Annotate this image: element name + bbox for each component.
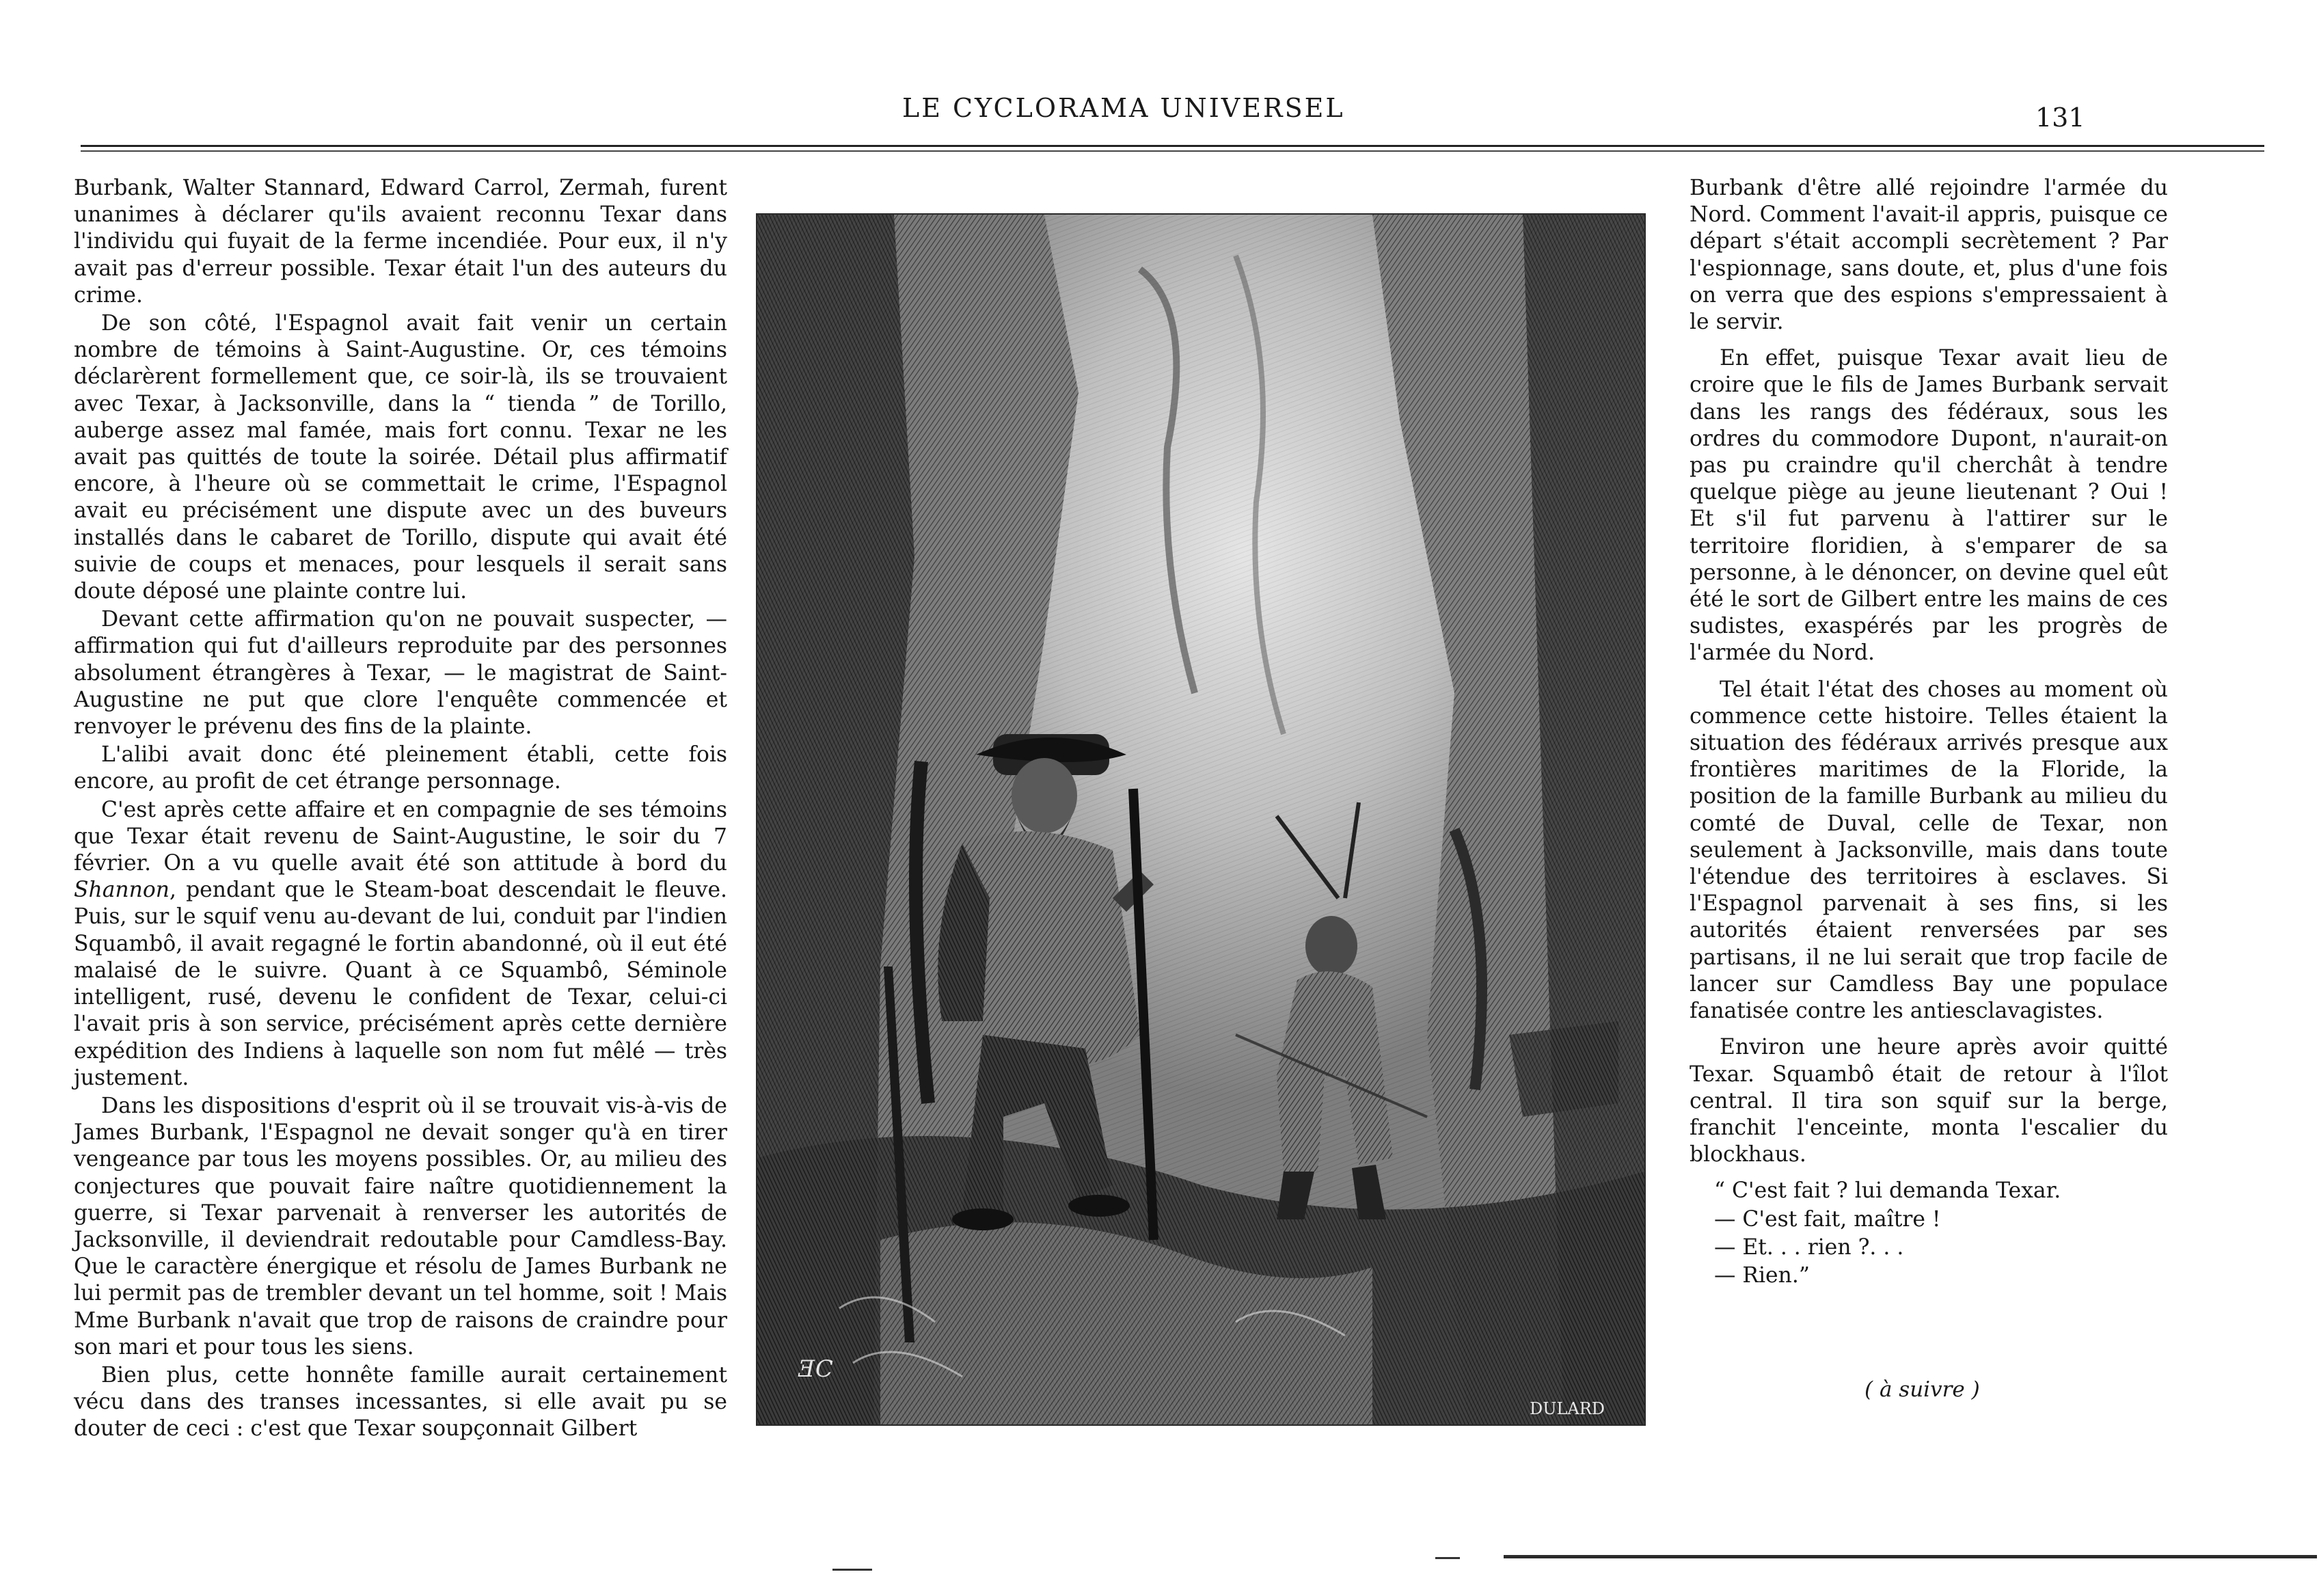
left-paragraph-2: De son côté, l'Espagnol avait fait venir un certain nombre de témoins à Saint-Augustine. Or, ces témoins déclarèrent formellement que, ce soir-là, ils se trouvaient avec Texar, à Jacksonville, dans la “ tienda ” de Torillo, auberge assez mal famée, mais fort connu. Texar ne les avait pas quittés de toute la soirée. Détail plus affirmatif encore, à l'heure où se commettait le crime, l'Espagnol avait eu précisément une dispute avec un des buveurs installés dans le cabaret de Torillo, dispute qui avait été suivie de coups et menaces, pour lesquels il serait sans doute déposé une plainte contre lui. — [74, 311, 727, 604]
dialogue-line-4: — Rien.” — [1714, 1262, 1810, 1288]
engraving-forest-scene-icon — [757, 215, 1644, 1424]
running-header-title: LE CYCLORAMA UNIVERSEL — [902, 93, 1345, 123]
header-rule-thick — [81, 145, 2264, 147]
engraver-credit: DULARD — [1530, 1399, 1605, 1418]
header-rule-thin — [81, 150, 2264, 152]
dialogue-line-2: — C'est fait, maître ! — [1714, 1206, 1941, 1232]
left-paragraph-4: L'alibi avait donc été pleinement établi, cette fois encore, au profit de cet étrange personnage. — [74, 742, 727, 794]
right-paragraph-1: Burbank d'être allé rejoindre l'armée du Nord. Comment l'avait-il appris, puisque ce départ s'était accompli secrètement ? Par l'espionnage, sans doute, et, plus d'une fois on verra que des espions s'empressaient à le servir. — [1690, 176, 2168, 335]
left-paragraph-5-part-b: , pendant que le Steam-boat descendait le fleuve. Puis, sur le squif venu au-devant de lui, conduit par l'indien Squambô, il avait regagné le fortin abandonné, où il eut été malaisé de le suivre. Quant à ce Squambô, Séminole intelligent, rusé, devenu le confident de Texar, celui-ci l'avait pris à son service, précisément après cette dernière expédition des Indiens à laquelle son nom fut mêlé — très justement. — [74, 878, 727, 1090]
left-paragraph-5-part-a: C'est après cette affaire et en compagnie de ses témoins que Texar était revenu de Saint-Augustine, le soir du 7 février. On a vu quelle avait été son attitude à bord du — [74, 797, 727, 876]
left-paragraph-3: Devant cette affirmation qu'on ne pouvait suspecter, — affirmation qui fut d'ailleurs reproduite par des personnes absolument étrangères à Texar, — le magistrat de Saint-Augustine ne put que clore l'enquête commencée et renvoyer le prévenu des fins de la plainte. — [74, 607, 727, 740]
dialogue-line-3: — Et. . . rien ?. . . — [1714, 1234, 1904, 1260]
dialogue-line-1: “ C'est fait ? lui demanda Texar. — [1714, 1178, 2061, 1204]
left-paragraph-5 — [74, 797, 727, 1092]
engraving-signature: ƎC — [798, 1355, 833, 1383]
right-paragraph-3: Tel était l'état des choses au moment où commence cette histoire. Telles étaient la situation des fédéraux arrivés presque aux frontières maritimes de la Floride, la position de la famille Burbank au milieu du comté de Duval, celle de Texar, non seulement à Jacksonville, mais dans toute l'étendue des territoires à esclaves. Si l'Espagnol parvenait à ses fins, si les autorités étaient renversées par ses partisans, il ne lui serait que trop facile de lancer sur Camdless Bay une populace fanatisée contre les antiesclavagistes. — [1690, 677, 2168, 1024]
left-paragraph-7: Bien plus, cette honnête famille aurait certainement vécu dans des transes incessantes, si elle avait pu se douter de ceci : c'est que Texar soupçonnait Gilbert — [74, 1362, 727, 1442]
footer-mark — [832, 1569, 872, 1571]
right-text-column — [1690, 175, 2168, 1289]
footer-rule — [1504, 1555, 2317, 1558]
right-paragraph-2: En effet, puisque Texar avait lieu de croire que le fils de James Burbank servait dans les rangs des fédéraux, sous les ordres du commodore Dupont, n'aurait-on pas pu craindre qu'il cherchât à tendre quelque piège au jeune lieutenant ? Oui ! Et s'il fut parvenu à l'attirer sur le territoire floridien, à s'emparer de sa personne, à le dénoncer, on devine quel eût été le sort de Gilbert entre les mains de ces sudistes, exaspérés par les progrès de l'armée du Nord. — [1690, 346, 2168, 666]
left-text-column — [74, 175, 727, 1443]
engraving-illustration — [756, 213, 1646, 1426]
footer-mark — [1435, 1557, 1460, 1559]
to-be-continued: ( à suivre ) — [1864, 1377, 1980, 1402]
page-number: 131 — [2035, 103, 2085, 133]
right-paragraph-4: Environ une heure après avoir quitté Texar. Squambô était de retour à l'îlot central. Il tira son squif sur la berge, franchit l'enceinte, monta l'escalier du blockhaus. — [1690, 1035, 2168, 1167]
left-paragraph-1: Burbank, Walter Stannard, Edward Carrol, Zermah, furent unanimes à déclarer qu'ils avaient reconnu Texar dans l'individu qui fuyait de la ferme incendiée. Pour eux, il n'y avait pas d'erreur possible. Texar était l'un des auteurs du crime. — [74, 176, 727, 308]
ship-name: Shannon — [74, 878, 169, 903]
header-rule — [81, 145, 2264, 154]
left-paragraph-6: Dans les dispositions d'esprit où il se trouvait vis-à-vis de James Burbank, l'Espagnol ne devait songer qu'à en tirer vengeance par tous les moyens possibles. Or, au milieu des conjectures que pouvait faire naître quotidiennement la guerre, si Texar parvenait à renverser les autorités de Jacksonville, il deviendrait redoutable pour Camdless-Bay. Que le caractère énergique et résolu de James Burbank ne lui permit pas de trembler devant un tel homme, soit ! Mais Mme Burbank n'avait que trop de raisons de craindre pour son mari et pour tous les siens. — [74, 1093, 727, 1360]
